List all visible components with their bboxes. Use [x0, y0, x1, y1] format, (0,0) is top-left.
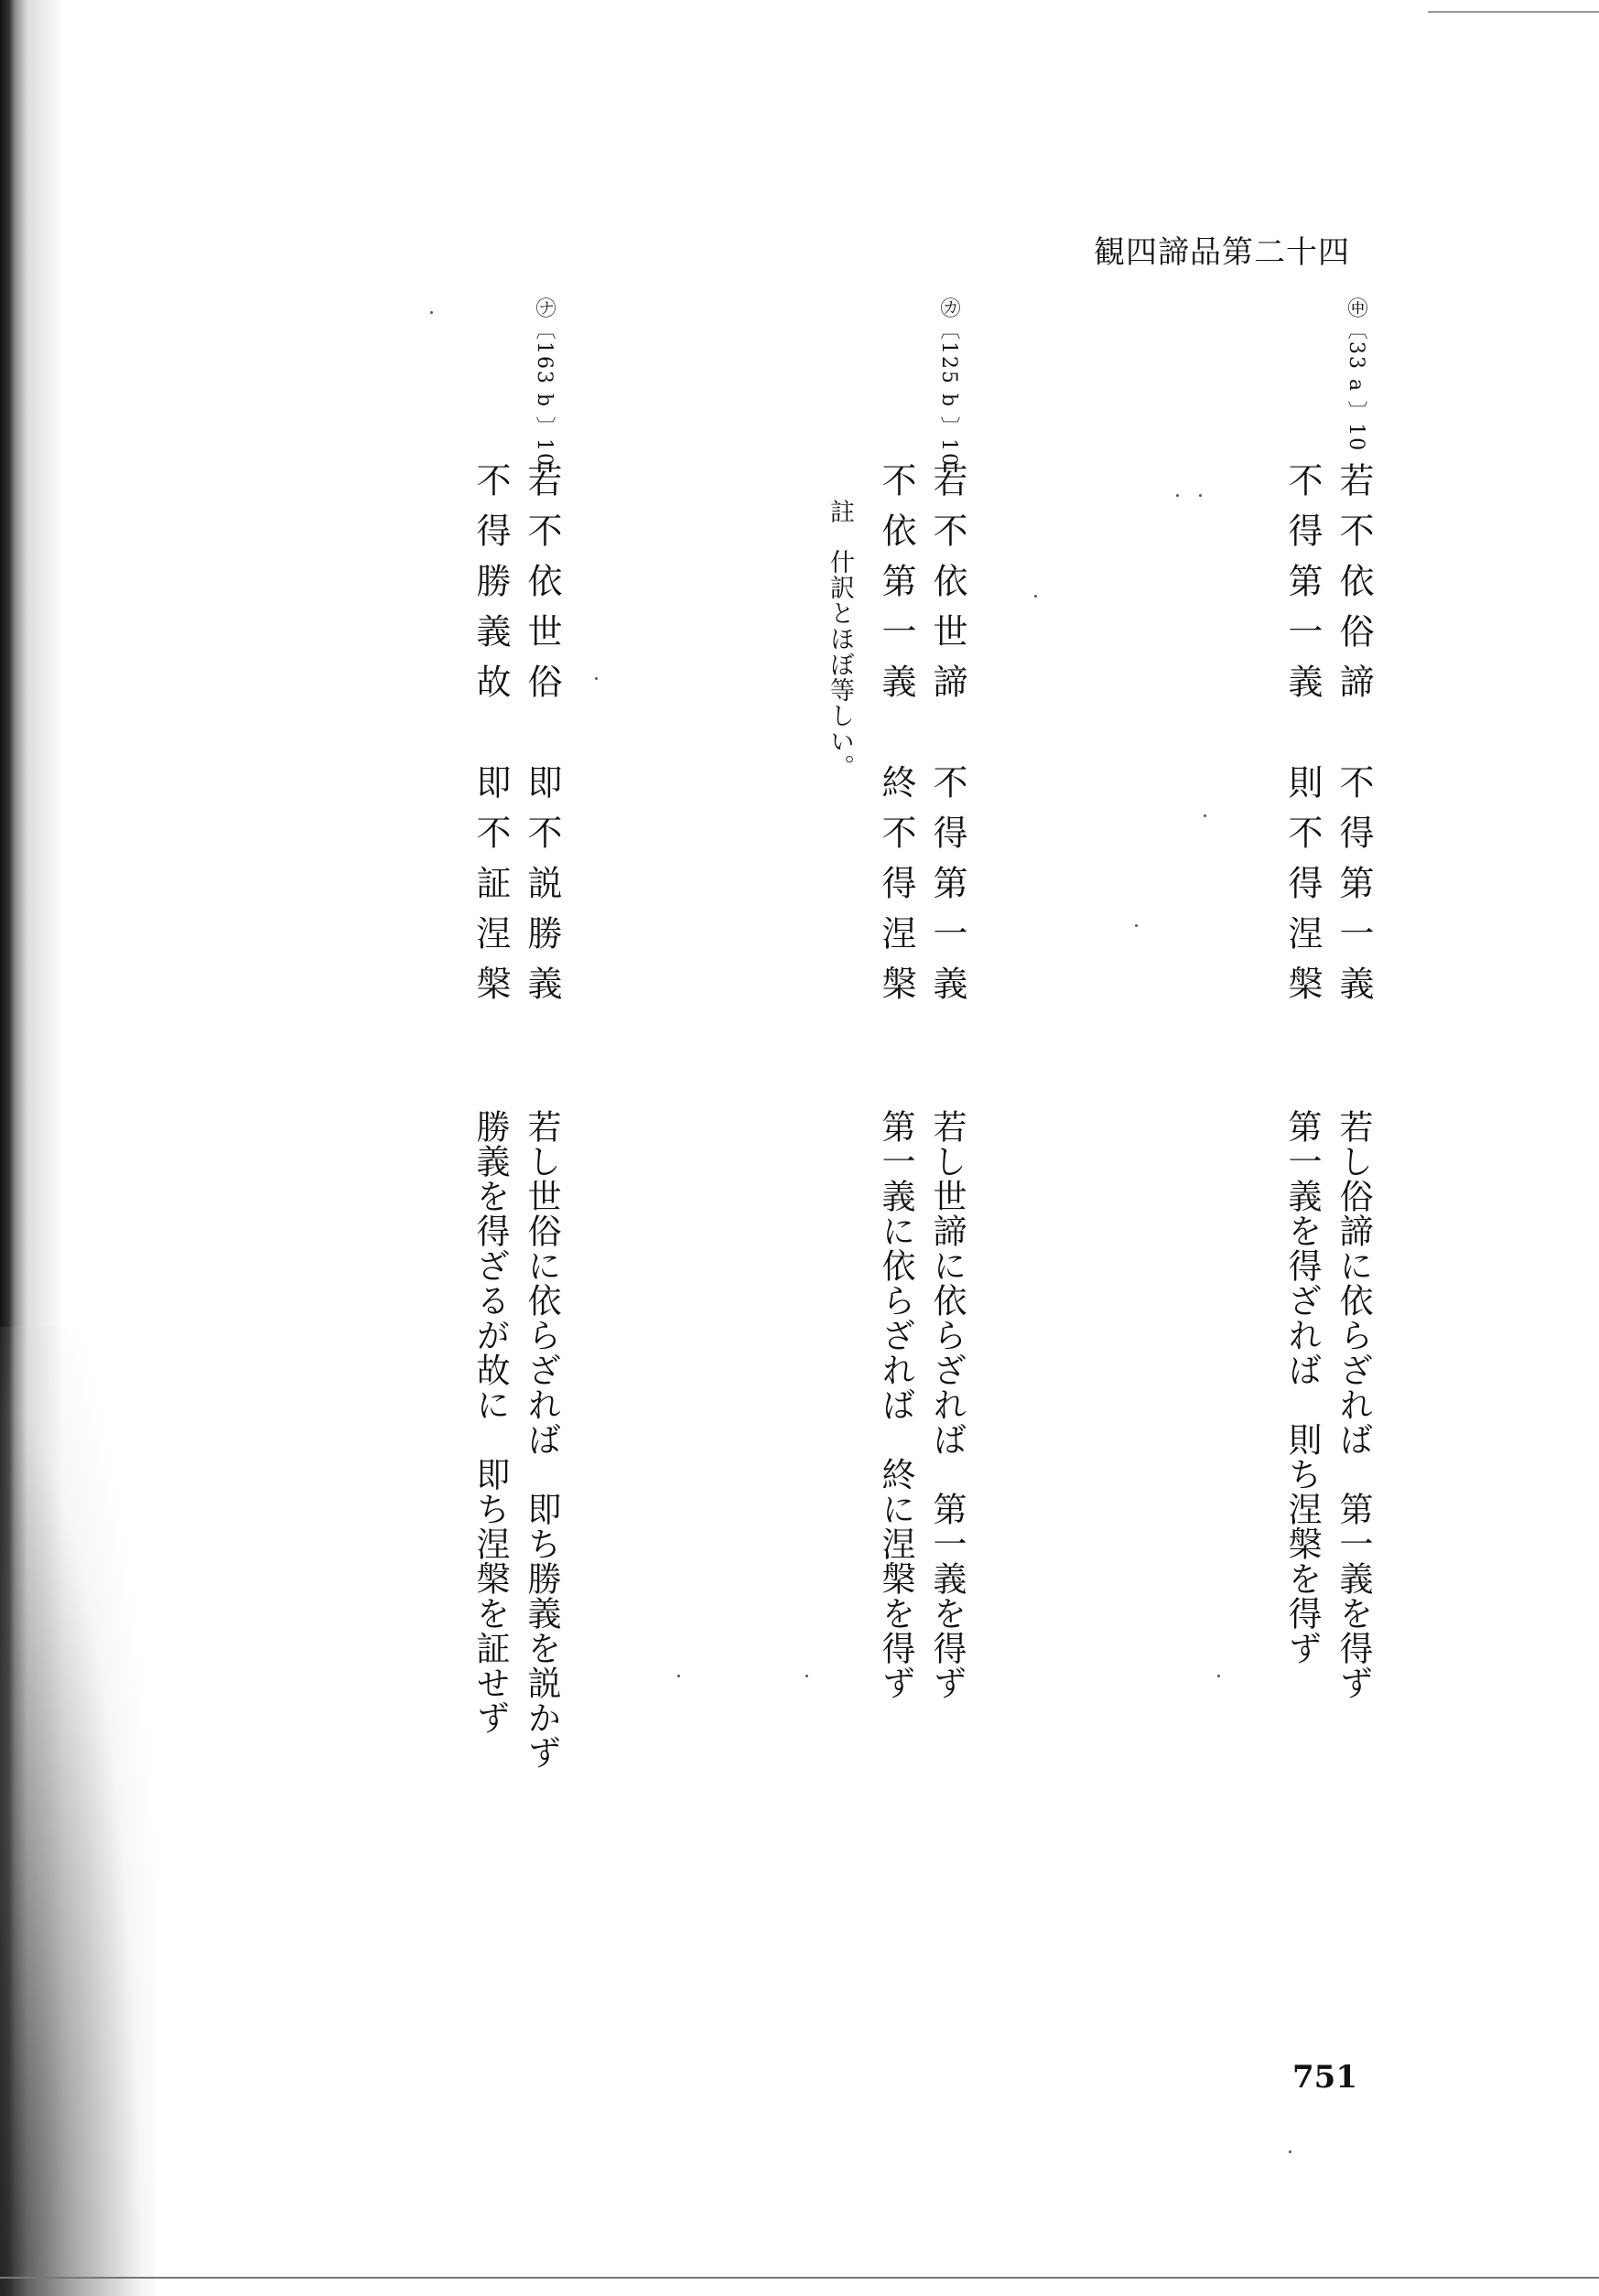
scan-speck	[805, 1675, 808, 1677]
section-3-verse-line-1: 若不依世俗 即不説勝義	[522, 462, 562, 1016]
section-2-verse-line-1: 若不依世諦 不得第一義	[927, 462, 967, 1016]
section-3-marker: ㋤〔163 b 〕10	[533, 297, 556, 469]
section-2-reading-line-2: 第一義に依らざれば 終に涅槃を得ず	[876, 1109, 915, 1700]
section-3-reading-line-1: 若し世俗に依らざれば 即ち勝義を説かず	[522, 1109, 561, 1770]
scan-speck	[595, 677, 598, 680]
scan-speck	[430, 311, 433, 314]
section-1-reading-line-1: 若し俗諦に依らざれば 第一義を得ず	[1334, 1109, 1373, 1700]
scan-speck	[1176, 494, 1179, 497]
scan-speck	[1289, 2150, 1291, 2153]
page-edge-line-top	[1428, 11, 1599, 13]
section-1-marker: ㊥〔33 a 〕10	[1345, 297, 1367, 453]
page-edge-line	[0, 2277, 1599, 2279]
section-3-verse-line-2: 不得勝義故 即不証涅槃	[470, 462, 511, 1016]
scan-speck	[677, 1675, 680, 1677]
section-1-verse-line-2: 不得第一義 則不得涅槃	[1282, 462, 1323, 1016]
section-1-verse-line-1: 若不依俗諦 不得第一義	[1334, 462, 1374, 1016]
section-2-reading-line-1: 若し世諦に依らざれば 第一義を得ず	[927, 1109, 967, 1700]
scan-speck	[1135, 924, 1138, 927]
scan-speck	[1217, 1675, 1220, 1677]
note-label: 註	[826, 499, 854, 523]
page-number: 751	[1292, 2059, 1357, 2096]
scan-noise	[0, 1327, 156, 2296]
scan-speck	[1034, 595, 1037, 598]
note-text: 什訳とほぼ等しい。	[826, 549, 854, 780]
chapter-header: 観四諦品第二十四	[1094, 234, 1350, 271]
scan-speck	[1199, 494, 1202, 497]
scan-speck	[1204, 814, 1206, 817]
section-3-reading-line-2: 勝義を得ざるが故に 即ち涅槃を証せず	[470, 1109, 510, 1735]
section-1-reading-line-2: 第一義を得ざれば 則ち涅槃を得ず	[1282, 1109, 1322, 1665]
section-2-marker: ㋕〔125 b 〕10	[937, 297, 960, 469]
section-2-verse-line-2: 不依第一義 終不得涅槃	[876, 462, 916, 1016]
